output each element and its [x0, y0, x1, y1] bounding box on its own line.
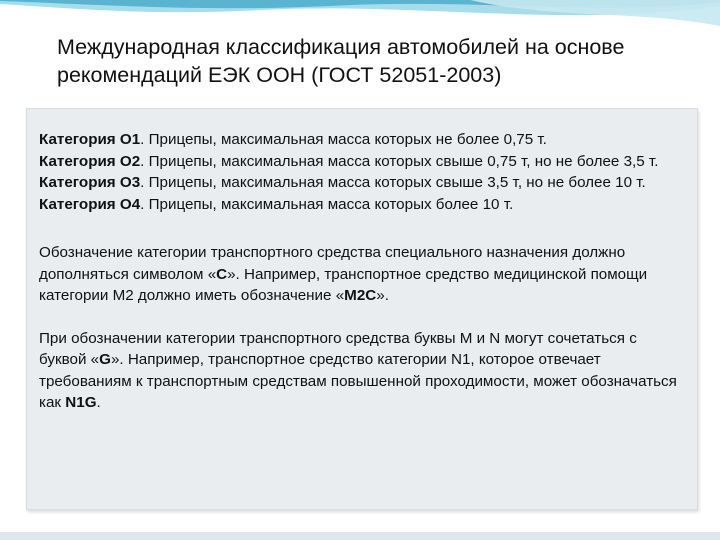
- category-label: Категория О2: [39, 152, 141, 170]
- designation-n1g: N1G: [65, 394, 97, 411]
- slide-title: [57, 33, 707, 89]
- content-text: [39, 129, 679, 414]
- symbol-c: С: [216, 265, 228, 283]
- paragraph-text: ».: [376, 287, 389, 304]
- category-label: Категория О4: [39, 195, 141, 213]
- category-text: . Прицепы, максимальная масса которых более 10 т.: [140, 195, 514, 213]
- symbol-g: G: [99, 351, 111, 368]
- paragraph-text: Обозначение категории транспортного средства специального назначения должно дополняться символом «: [39, 244, 626, 283]
- title-line-1: Международная классификация автомобилей на основе: [57, 35, 625, 59]
- category-label: Категория О1: [39, 131, 141, 148]
- category-o2: [39, 151, 679, 173]
- title-line-2: рекомендаций ЕЭК ООН (ГОСТ 52051-2003): [57, 63, 502, 87]
- category-text: . Прицепы, максимальная масса которых не более 0,75 т.: [140, 131, 547, 148]
- footer-band: [0, 532, 720, 540]
- paragraph-text: ». Например, транспортное средство медицинской помощи категории М2 должно иметь обозначение «: [39, 265, 648, 304]
- special-purpose-paragraph: [39, 242, 679, 307]
- paragraph-text: .: [96, 394, 101, 411]
- category-text: . Прицепы, максимальная масса которых свыше 3,5 т, но не более 10 т.: [140, 174, 646, 191]
- paragraph-text: ». Например, транспортное средство категории N1, которое отвечает требованиям к транспортным средствам повышенной проходимости, может обозначаться как: [39, 351, 677, 411]
- category-o1: [39, 129, 679, 151]
- category-o4: [39, 194, 679, 216]
- category-text: . Прицепы, максимальная масса которых свыше 0,75 т, но не более 3,5 т.: [140, 152, 659, 170]
- designation-m2c: М2С: [344, 287, 377, 304]
- content-panel: [26, 108, 698, 510]
- paragraph-text: При обозначении категории транспортного средства буквы М и N могут сочетаться с буквой «: [39, 329, 637, 368]
- category-o3: [39, 172, 679, 194]
- offroad-paragraph: [39, 328, 679, 414]
- category-label: Категория О3: [39, 174, 141, 191]
